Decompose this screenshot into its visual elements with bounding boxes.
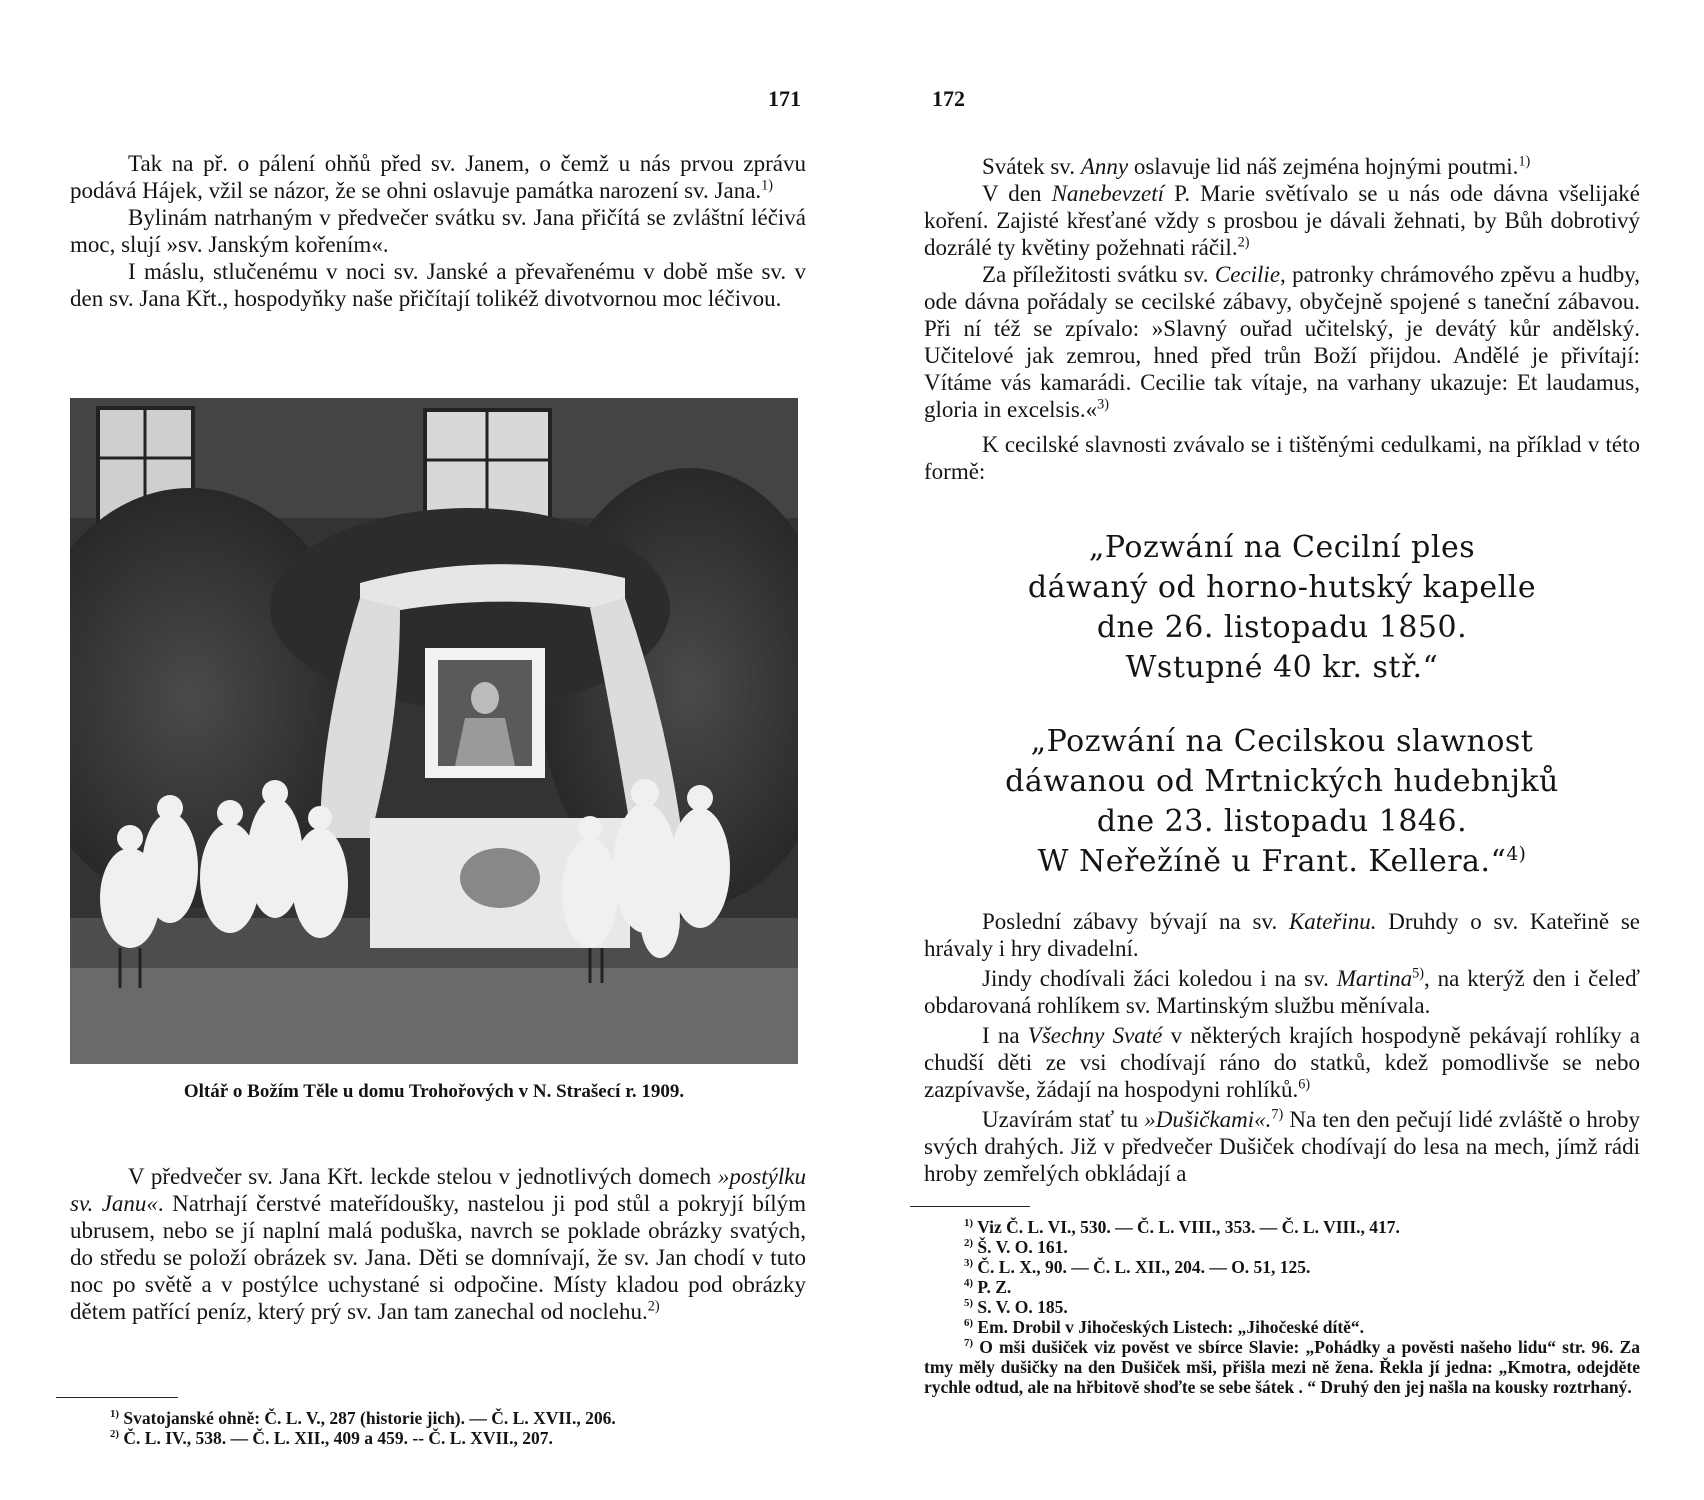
paragraph: V den Nanebevzetí P. Marie světívalo se u nás ode dávna všelijaké koření. Zajisté křesťané vždy s prosbou je dávali žehnati, by Bůh dobrotivý dozrálé ty květiny požehnati ráčil.$^{2)}$ (924, 181, 1640, 260)
paragraph: Uzavírám stať tu »Dušičkami«.$^{7)}$ Na ten den pečují lidé zvláště o hroby svých drahých. Již v předvečer Dušiček chodívají do lesa na mech, jímž rádi hroby zemřelých obkládají a (924, 1106, 1640, 1186)
page-number: 171 (768, 86, 801, 111)
invitation-line: Wstupné 40 kr. stř.“ (1125, 650, 1439, 685)
paragraph: K cecilské slavnosti zvávalo se i tištěnými cedulkami, na příklad v této formě: (924, 432, 1640, 484)
invitation-line: dáwaný od horno-hutský kapelle (1027, 570, 1537, 605)
paragraph: V předvečer sv. Jana Křt. leckde stelou v jednotlivých domech »postýlku sv. Janu«. Natrhají čerstvé mateřídoušky, nastelou ji pod stůl a pokryjí bílým ubrusem, nebo se jí naplní malá poduška, navrch se poklade obrázky svatých, do středu se položí obrázek sv. Jana. Děti se domnívají, že sv. Jan chodí v tuto noc po světě a v postýlce uchystané si odpočine. Místy kladou pod obrázky dětem patřící peníz, který prý sv. Jan tam zanechal od noclehu.$^{2)}$ (70, 1164, 806, 1324)
right-bottom-text (924, 908, 1640, 1187)
paragraph: Poslední zábavy bývají na sv. Kateřinu. Druhdy o sv. Kateřině se hrávaly i hry divadelní. (924, 909, 1641, 961)
paragraph: Tak na př. o pálení ohňů před sv. Janem, o čemž u nás prvou zprávu podává Hájek, vžil se názor, že se ohni oslavuje památka narození sv. Jana.$^{1)}$ (70, 151, 806, 203)
right-page (852, 0, 1704, 1500)
invitation-line: dne 23. listopadu 1846. (1096, 804, 1468, 839)
paragraph: Za příležitosti svátku sv. Cecilie, patronky chrámového zpěvu a hudby, ode dávna pořádaly se cecilské zábavy, obyčejně spojené s taneční zábavou. Při ní též se zpívalo: »Slavný ouřad učitelský, je devátý kůr andělský. Učitelové jak zemrou, hned před trůn Boží přijdou. Andělé je přivítají: Vítáme vás kamarádi. Cecilie tak vítaje, na varhany ukazuje: Et laudamus, gloria in excelsis.«$^{3)}$ (924, 262, 1640, 422)
left-footnotes (70, 1408, 806, 1448)
paragraph: I máslu, stlučenému v noci sv. Janské a převařenému v době mše sv. v den sv. Jana Křt., hospodyňky naše přičítají tolikéž divotvornou moc léčivou. (70, 259, 806, 311)
invitation-line: W Neřežíně u Frant. Kellera.“$^{4)}$ (1037, 844, 1527, 879)
altar-photo-image (70, 398, 798, 1064)
footnote: $^{2)}$ Š. V. O. 161. (964, 1237, 1068, 1257)
left-bottom-text (70, 1163, 806, 1325)
invitation-line: „Pozwání na Cecilskou slawnost (1030, 724, 1534, 759)
photo-caption: Oltář o Božím Těle u domu Trohořových v N. Strašecí r. 1909. (183, 1081, 685, 1102)
page-number: 172 (932, 86, 965, 111)
footnote: $^{1)}$ Viz Č. L. VI., 530. — Č. L. VIII., 353. — Č. L. VIII., 417. (964, 1217, 1400, 1237)
paragraph: I na Všechny Svaté v některých krajích hospodyně pekávají rohlíky a chudší děti ze vsi chodívají ráno do statků, kdež pomodlivše se nebo zazpívavše, žádají na hospodyni rohlíků.$^{6)}$ (924, 1023, 1641, 1102)
invitation-card-1 (924, 528, 1640, 688)
invitation-line: dáwanou od Mrtnických hudebnjků (1005, 764, 1559, 799)
paragraph: Bylinám natrhaným v předvečer svátku sv. Jana přičítá se zvláštní léčivá moc, slují »sv. Janským kořením«. (70, 205, 806, 257)
right-footnotes (924, 1217, 1640, 1397)
footnote: $^{1)}$ Svatojanské ohně: Č. L. V., 287 (historie jich). — Č. L. XVII., 206. (110, 1408, 616, 1428)
right-top-text (924, 153, 1640, 485)
invitation-line: dne 26. listopadu 1850. (1096, 610, 1468, 645)
footnote-rule (56, 1397, 178, 1398)
paragraph: Svátek sv. Anny oslavuje lid náš zejména hojnými poutmi.$^{1)}$ (982, 153, 1531, 179)
altar-photograph (70, 398, 798, 1064)
left-top-text (70, 150, 806, 312)
footnote: $^{2)}$ Č. L. IV., 538. — Č. L. XII., 409 a 459. -- Č. L. XVII., 207. (110, 1428, 553, 1448)
invitation-line: „Pozwání na Cecilní ples (1088, 530, 1476, 565)
footnote: $^{7)}$ O mši dušiček viz pověst ve sbírce Slavie: „Pohádky a pověsti našeho lidu“ str. 96. Za tmy měly dušičky na den Dušiček mši, přišla mezi ně žena. Řekla jí jedna: „Kmotra, odejděte rychle odtud, ale na hřbitově shoďte se sebe šátek . “ Druhý den jej našla na kousky roztrhaný. (924, 1337, 1641, 1397)
invitation-card-2 (924, 722, 1640, 882)
footnote: $^{6)}$ Em. Drobil v Jihočeských Listech: „Jihočeské dítě“. (964, 1317, 1365, 1337)
paragraph: Jindy chodívali žáci koledou i na sv. Martina$^{5)}$, na kterýž den i čeleď obdarovaná rohlíkem sv. Martinským službu měnívala. (924, 965, 1640, 1018)
footnote: $^{5)}$ S. V. O. 185. (964, 1297, 1068, 1317)
footnote: $^{4)}$ P. Z. (964, 1277, 1012, 1297)
footnote: $^{3)}$ Č. L. X., 90. — Č. L. XII., 204. — O. 51, 125. (964, 1257, 1311, 1277)
footnote-rule (910, 1206, 1030, 1207)
